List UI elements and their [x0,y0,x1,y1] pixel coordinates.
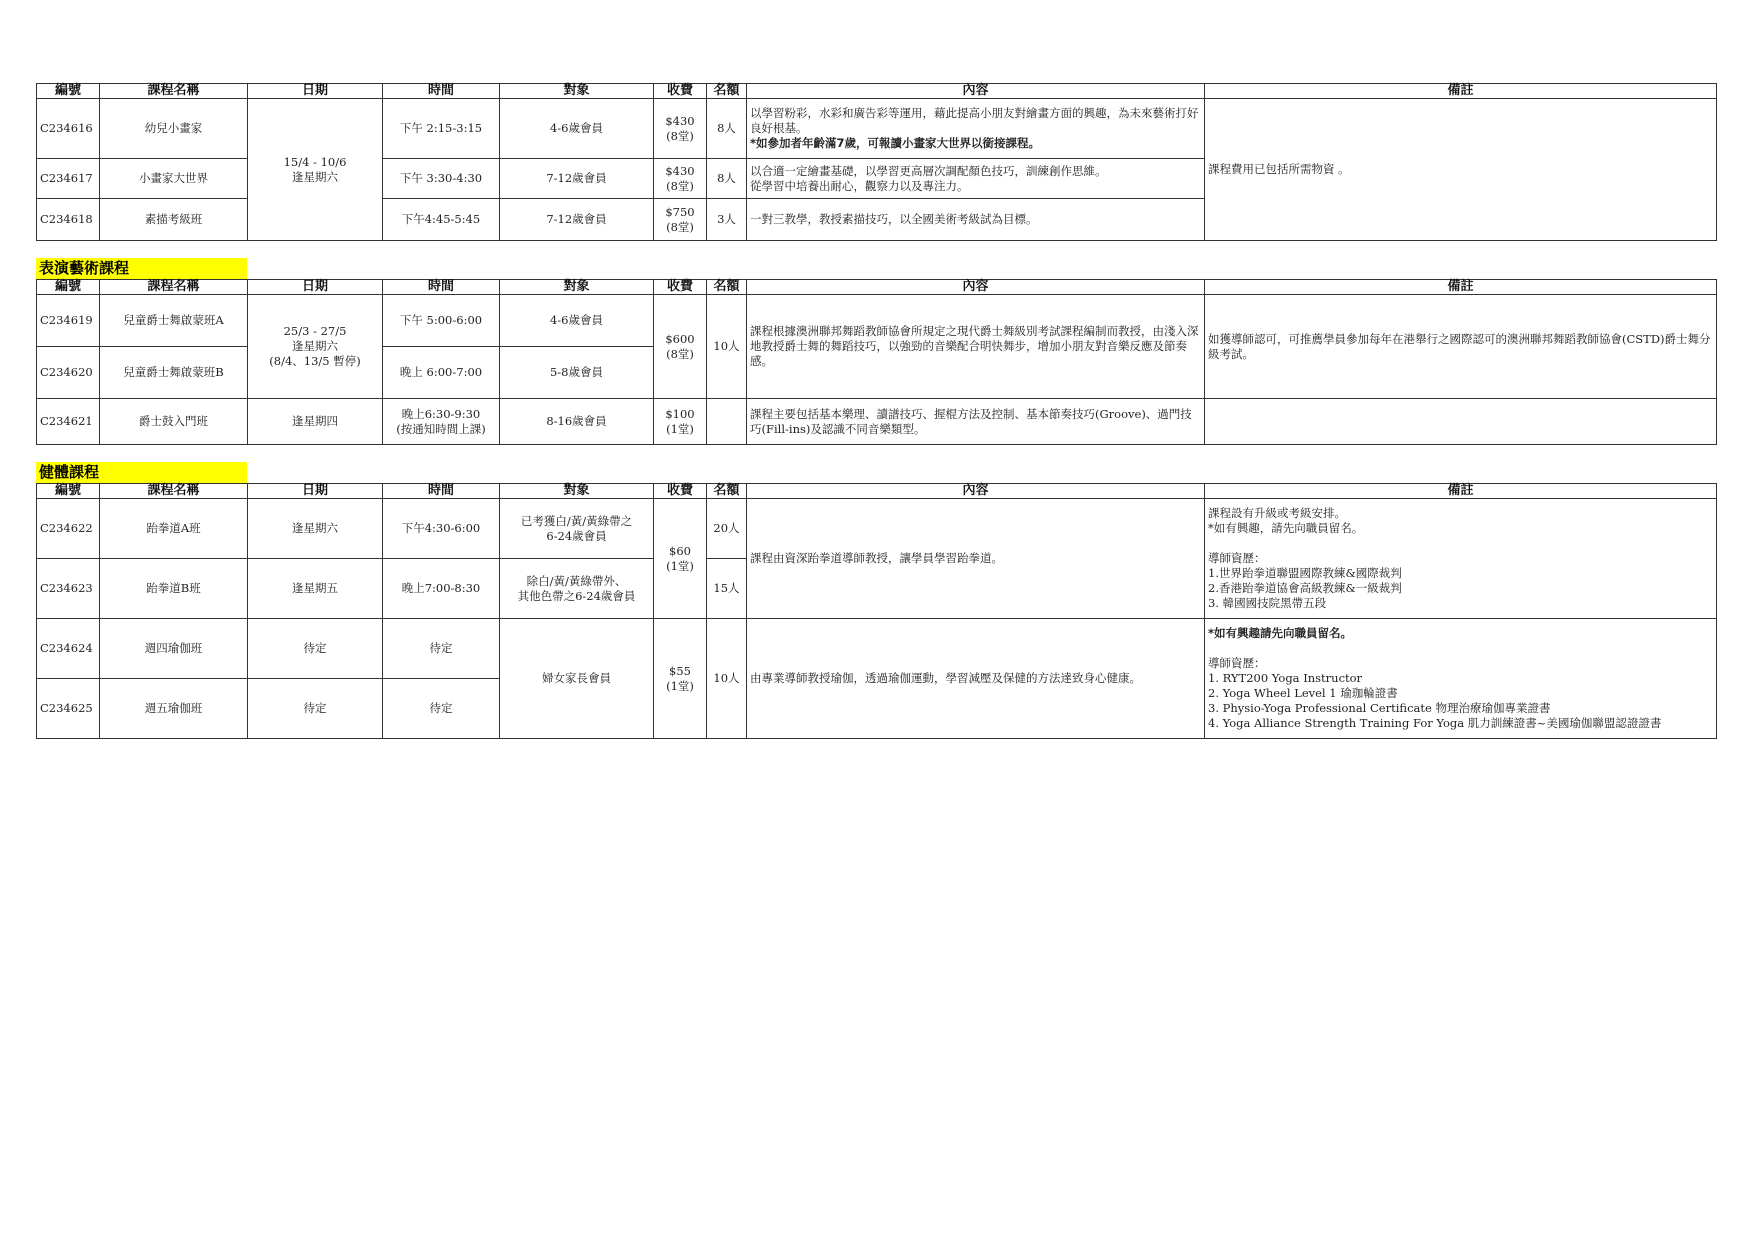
course-target: 除白/黃/黃綠帶外、 其他色帶之6-24歲會員 [500,559,654,619]
course-schedule-page [36,83,1716,739]
course-quota: 10人 [707,295,747,399]
course-fee: $430 (8堂) [654,159,707,199]
table-header-row [37,280,1717,295]
course-time: 下午 2:15-3:15 [383,99,500,159]
course-fee: $100 (1堂) [654,399,707,445]
course-target: 已考獲白/黃/黃綠帶之 6-24歲會員 [500,499,654,559]
course-target: 4-6歲會員 [500,295,654,347]
header-content: 內容 [747,84,1205,99]
course-quota: 8人 [707,99,747,159]
section-header-performing [36,258,1716,279]
course-code: C234621 [37,399,100,445]
course-fee: $430 (8堂) [654,99,707,159]
course-fee: $750 (8堂) [654,199,707,241]
header-content: 內容 [747,484,1205,499]
course-time: 下午4:45-5:45 [383,199,500,241]
course-time: 晚上 6:00-7:00 [383,347,500,399]
course-time: 待定 [383,679,500,739]
course-name: 跆拳道B班 [100,559,248,619]
course-date: 逢星期五 [248,559,383,619]
course-time: 待定 [383,619,500,679]
course-content: 課程由資深跆拳道導師教授，讓學員學習跆拳道。 [747,499,1205,619]
course-quota [707,399,747,445]
course-quota: 8人 [707,159,747,199]
course-date: 15/4 - 10/6 逢星期六 [248,99,383,241]
section-title: 健體課程 [36,462,247,483]
table-row [37,499,1717,559]
performing-course-table [36,279,1717,445]
course-fee: $60 (1堂) [654,499,707,619]
course-time: 下午 5:00-6:00 [383,295,500,347]
course-target: 5-8歲會員 [500,347,654,399]
header-date: 日期 [248,84,383,99]
course-date: 待定 [248,619,383,679]
course-content: 一對三教學，教授素描技巧，以全國美術考級試為目標。 [747,199,1205,241]
course-time: 下午 3:30-4:30 [383,159,500,199]
course-content: 課程根據澳洲聯邦舞蹈教師協會所規定之現代爵士舞級別考試課程編制而教授，由淺入深地教授爵士舞的舞蹈技巧，以強勁的音樂配合明快舞步，增加小朋友對音樂反應及節奏感。 [747,295,1205,399]
course-name: 週四瑜伽班 [100,619,248,679]
course-name: 爵士鼓入門班 [100,399,248,445]
course-date: 逢星期四 [248,399,383,445]
course-target: 7-12歲會員 [500,159,654,199]
course-code: C234618 [37,199,100,241]
course-remarks: 課程設有升級或考級安排。 *如有興趣，請先向職員留名。 導師資歷： 1.世界跆拳道聯盟國際教練&國際裁判 2.香港跆拳道協會高級教練&一級裁判 3. 韓國國技院黑帶五段 [1205,499,1717,619]
header-content: 內容 [747,280,1205,295]
course-quota: 20人 [707,499,747,559]
header-code: 編號 [37,280,100,295]
course-name: 小畫家大世界 [100,159,248,199]
course-code: C234616 [37,99,100,159]
course-target: 7-12歲會員 [500,199,654,241]
table-header-row [37,84,1717,99]
table-row [37,99,1717,159]
course-content: 由專業導師教授瑜伽，透過瑜伽運動，學習減壓及保健的方法達致身心健康。 [747,619,1205,739]
header-name: 課程名稱 [100,84,248,99]
art-course-table [36,83,1717,241]
course-code: C234620 [37,347,100,399]
course-name: 週五瑜伽班 [100,679,248,739]
course-quota: 10人 [707,619,747,739]
header-target: 對象 [500,484,654,499]
header-quota: 名額 [707,84,747,99]
course-date: 25/3 - 27/5 逢星期六 (8/4、13/5 暫停) [248,295,383,399]
table-row [37,619,1717,679]
header-time: 時間 [383,84,500,99]
course-code: C234623 [37,559,100,619]
course-target: 4-6歲會員 [500,99,654,159]
section-title: 表演藝術課程 [36,258,247,279]
course-quota: 3人 [707,199,747,241]
header-code: 編號 [37,84,100,99]
table-row [37,399,1717,445]
header-date: 日期 [248,484,383,499]
course-quota: 15人 [707,559,747,619]
course-name: 幼兒小畫家 [100,99,248,159]
header-fee: 收費 [654,280,707,295]
course-target: 8-16歲會員 [500,399,654,445]
table-header-row [37,484,1717,499]
header-time: 時間 [383,280,500,295]
course-name: 兒童爵士舞啟蒙班A [100,295,248,347]
course-time: 晚上6:30-9:30 (按通知時間上課) [383,399,500,445]
header-name: 課程名稱 [100,484,248,499]
header-remarks: 備註 [1205,280,1717,295]
section-header-fitness [36,462,1716,483]
course-code: C234619 [37,295,100,347]
header-quota: 名額 [707,484,747,499]
course-code: C234622 [37,499,100,559]
fitness-course-table [36,483,1717,739]
course-time: 下午4:30-6:00 [383,499,500,559]
header-date: 日期 [248,280,383,295]
header-remarks: 備註 [1205,484,1717,499]
header-time: 時間 [383,484,500,499]
course-name: 素描考級班 [100,199,248,241]
header-code: 編號 [37,484,100,499]
course-content: 以合適一定繪畫基礎，以學習更高層次調配顏色技巧，訓練創作思維。 從學習中培養出耐心，觀察力以及專注力。 [747,159,1205,199]
course-fee: $55 (1堂) [654,619,707,739]
course-remarks: 如獲導師認可，可推薦學員參加每年在港舉行之國際認可的澳洲聯邦舞蹈教師協會(CSTD)爵士舞分級考試。 [1205,295,1717,399]
course-fee: $600 (8堂) [654,295,707,399]
course-remarks: 課程費用已包括所需物資 。 [1205,99,1717,241]
header-remarks: 備註 [1205,84,1717,99]
header-target: 對象 [500,280,654,295]
header-quota: 名額 [707,280,747,295]
course-remarks: *如有興趣請先向職員留名。 導師資歷： 1. RYT200 Yoga Instructor 2. Yoga Wheel Level 1 瑜珈輪證書 3. Physio-Yoga Professional Certificate 物理治療瑜伽專業證書 4. Yoga Alliance Strength Training For Yoga 肌力訓練證書~美國瑜伽聯盟認證證書 [1205,619,1717,739]
header-fee: 收費 [654,84,707,99]
course-remarks [1205,399,1717,445]
course-time: 晚上7:00-8:30 [383,559,500,619]
course-date: 待定 [248,679,383,739]
course-content: 課程主要包括基本樂理、讀譜技巧、握棍方法及控制、基本節奏技巧(Groove)、過門技巧(Fill-ins)及認識不同音樂類型。 [747,399,1205,445]
course-target: 婦女家長會員 [500,619,654,739]
course-name: 跆拳道A班 [100,499,248,559]
course-content: 以學習粉彩，水彩和廣告彩等運用，藉此提高小朋友對繪畫方面的興趣，為未來藝術打好良好根基。 *如參加者年齡滿7歲，可報讀小畫家大世界以銜接課程。 [747,99,1205,159]
table-row [37,295,1717,347]
course-code: C234625 [37,679,100,739]
course-name: 兒童爵士舞啟蒙班B [100,347,248,399]
header-target: 對象 [500,84,654,99]
course-code: C234624 [37,619,100,679]
course-date: 逢星期六 [248,499,383,559]
header-fee: 收費 [654,484,707,499]
header-name: 課程名稱 [100,280,248,295]
course-code: C234617 [37,159,100,199]
